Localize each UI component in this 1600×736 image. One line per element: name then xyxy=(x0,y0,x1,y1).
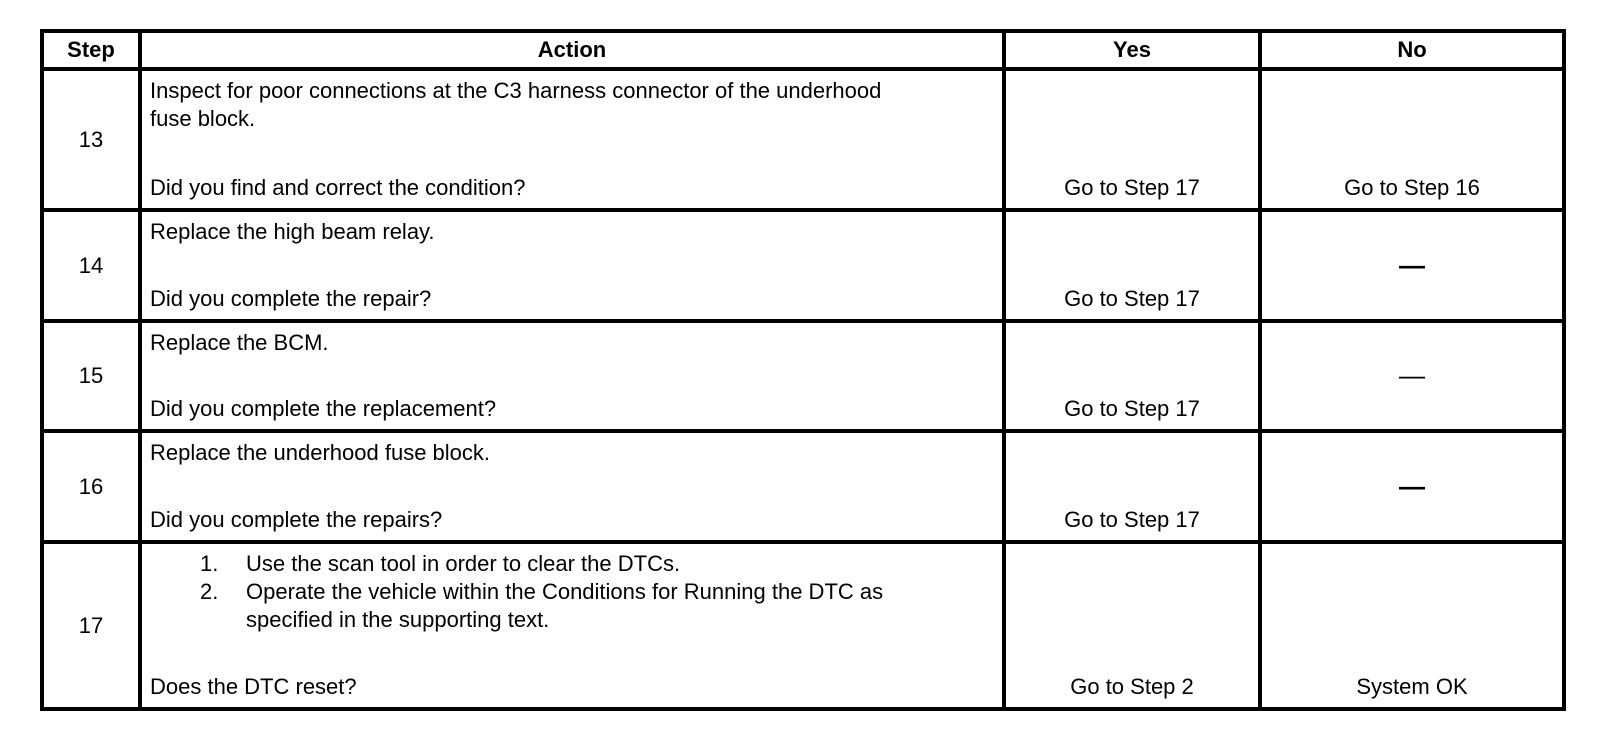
action-question: Did you complete the repairs? xyxy=(150,507,443,532)
step-number: 16 xyxy=(42,431,140,542)
action-question: Did you complete the repair? xyxy=(150,286,432,311)
yes-result: Go to Step 17 xyxy=(1004,321,1260,431)
action-cell xyxy=(140,210,1004,321)
dash-mark: — xyxy=(1399,360,1425,390)
dash-mark: — xyxy=(1399,470,1425,501)
no-result xyxy=(1260,431,1564,542)
list-item xyxy=(200,578,996,634)
action-cell xyxy=(140,542,1004,709)
diagnostic-table xyxy=(40,29,1566,711)
step-number: 14 xyxy=(42,210,140,321)
table-row xyxy=(42,69,1564,210)
diagnostic-table-container xyxy=(40,29,1562,711)
action-question: Does the DTC reset? xyxy=(150,674,357,699)
list-item xyxy=(200,550,996,578)
action-cell xyxy=(140,69,1004,210)
table-row xyxy=(42,210,1564,321)
list-item-number: 2. xyxy=(200,579,219,604)
no-result xyxy=(1260,321,1564,431)
list-item-text: specified in the supporting text. xyxy=(246,607,550,632)
table-row xyxy=(42,431,1564,542)
list-item-text: Operate the vehicle within the Conditions for Running the DTC as xyxy=(246,579,884,604)
table-row xyxy=(42,542,1564,709)
yes-result: Go to Step 2 xyxy=(1004,542,1260,709)
yes-result: Go to Step 17 xyxy=(1004,69,1260,210)
header-no: No xyxy=(1260,31,1564,69)
dash-mark: — xyxy=(1399,249,1425,280)
yes-result: Go to Step 17 xyxy=(1004,210,1260,321)
action-text: Replace the BCM. xyxy=(150,330,329,355)
action-text: Replace the underhood fuse block. xyxy=(150,440,491,465)
header-row xyxy=(42,31,1564,69)
step-number: 15 xyxy=(42,321,140,431)
action-text xyxy=(150,77,996,133)
action-cell xyxy=(140,431,1004,542)
no-result: System OK xyxy=(1260,542,1564,709)
action-steps-list xyxy=(150,550,996,634)
action-line: fuse block. xyxy=(150,106,256,131)
table-row xyxy=(42,321,1564,431)
no-result xyxy=(1260,210,1564,321)
header-step: Step xyxy=(42,31,140,69)
action-question: Did you complete the replacement? xyxy=(150,396,497,421)
list-item-text: Use the scan tool in order to clear the DTCs. xyxy=(246,551,681,576)
list-item-number: 1. xyxy=(200,551,219,576)
action-question: Did you find and correct the condition? xyxy=(150,175,526,200)
step-number: 13 xyxy=(42,69,140,210)
action-cell xyxy=(140,321,1004,431)
header-action: Action xyxy=(140,31,1004,69)
action-text: Replace the high beam relay. xyxy=(150,219,435,244)
no-result: Go to Step 16 xyxy=(1260,69,1564,210)
action-line: Inspect for poor connections at the C3 harness connector of the underhood xyxy=(150,78,882,103)
step-number: 17 xyxy=(42,542,140,709)
yes-result: Go to Step 17 xyxy=(1004,431,1260,542)
header-yes: Yes xyxy=(1004,31,1260,69)
